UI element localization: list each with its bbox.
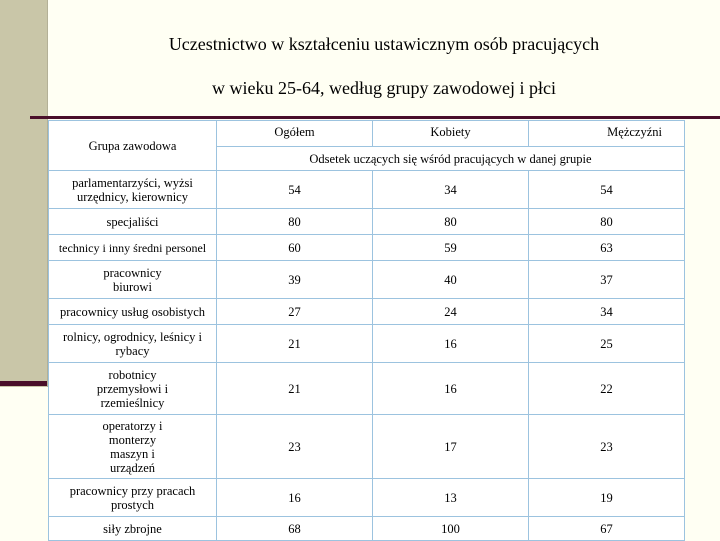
table-row [49, 235, 685, 261]
table-row [49, 299, 685, 325]
cell-total: 68 [217, 517, 373, 541]
left-decorative-band [0, 0, 48, 387]
cell-men: 22 [529, 363, 685, 415]
cell-men: 23 [529, 415, 685, 479]
cell-women: 24 [373, 299, 529, 325]
table-row [49, 209, 685, 235]
table-row [49, 261, 685, 299]
cell-total: 80 [217, 209, 373, 235]
cell-total: 23 [217, 415, 373, 479]
cell-women: 34 [373, 171, 529, 209]
table-row [49, 479, 685, 517]
cell-total: 60 [217, 235, 373, 261]
row-group-label: technicy i inny średni personel [49, 235, 217, 261]
slide-title-line-1: Uczestnictwo w kształceniu ustawicznym osób pracujących [168, 34, 600, 54]
cell-women: 59 [373, 235, 529, 261]
table-row [49, 363, 685, 415]
cell-men: 54 [529, 171, 685, 209]
title-divider [30, 116, 720, 119]
cell-men: 63 [529, 235, 685, 261]
cell-women: 16 [373, 363, 529, 415]
cell-total: 21 [217, 325, 373, 363]
group-column-header: Grupa zawodowa [49, 121, 217, 171]
cell-total: 39 [217, 261, 373, 299]
row-group-label: specjaliści [49, 209, 217, 235]
cell-women: 40 [373, 261, 529, 299]
table-row [49, 325, 685, 363]
cell-total: 21 [217, 363, 373, 415]
cell-men: 37 [529, 261, 685, 299]
row-group-label: siły zbrojne [49, 517, 217, 541]
cell-men: 67 [529, 517, 685, 541]
row-group-label: parlamentarzyści, wyżsi urzędnicy, kierownicy [49, 171, 217, 209]
cell-total: 54 [217, 171, 373, 209]
cell-women: 17 [373, 415, 529, 479]
cell-women: 100 [373, 517, 529, 541]
table-subheader: Odsetek uczących się wśród pracujących w danej grupie [217, 147, 685, 171]
row-group-label: rolnicy, ogrodnicy, leśnicy i rybacy [49, 325, 217, 363]
table-row [49, 517, 685, 541]
row-group-label: robotnicy przemysłowi i rzemieślnicy [49, 363, 217, 415]
cell-men: 19 [529, 479, 685, 517]
column-header-women: Kobiety [373, 121, 529, 147]
cell-women: 16 [373, 325, 529, 363]
cell-total: 27 [217, 299, 373, 325]
cell-men: 25 [529, 325, 685, 363]
slide-title-line-2: w wieku 25-64, według grupy zawodowej i płci [212, 78, 556, 98]
row-group-label: pracownicy usług osobistych [49, 299, 217, 325]
column-header-men: Mężczyźni [529, 121, 685, 147]
participation-table [48, 120, 685, 541]
row-group-label: pracownicy biurowi [49, 261, 217, 299]
row-group-label: operatorzy i monterzy maszyn i urządzeń [49, 415, 217, 479]
table-row [49, 171, 685, 209]
table-row [49, 415, 685, 479]
cell-total: 16 [217, 479, 373, 517]
column-header-total: Ogółem [217, 121, 373, 147]
cell-women: 80 [373, 209, 529, 235]
left-accent-bar [0, 381, 47, 386]
cell-women: 13 [373, 479, 529, 517]
cell-men: 34 [529, 299, 685, 325]
row-group-label: pracownicy przy pracach prostych [49, 479, 217, 517]
cell-men: 80 [529, 209, 685, 235]
